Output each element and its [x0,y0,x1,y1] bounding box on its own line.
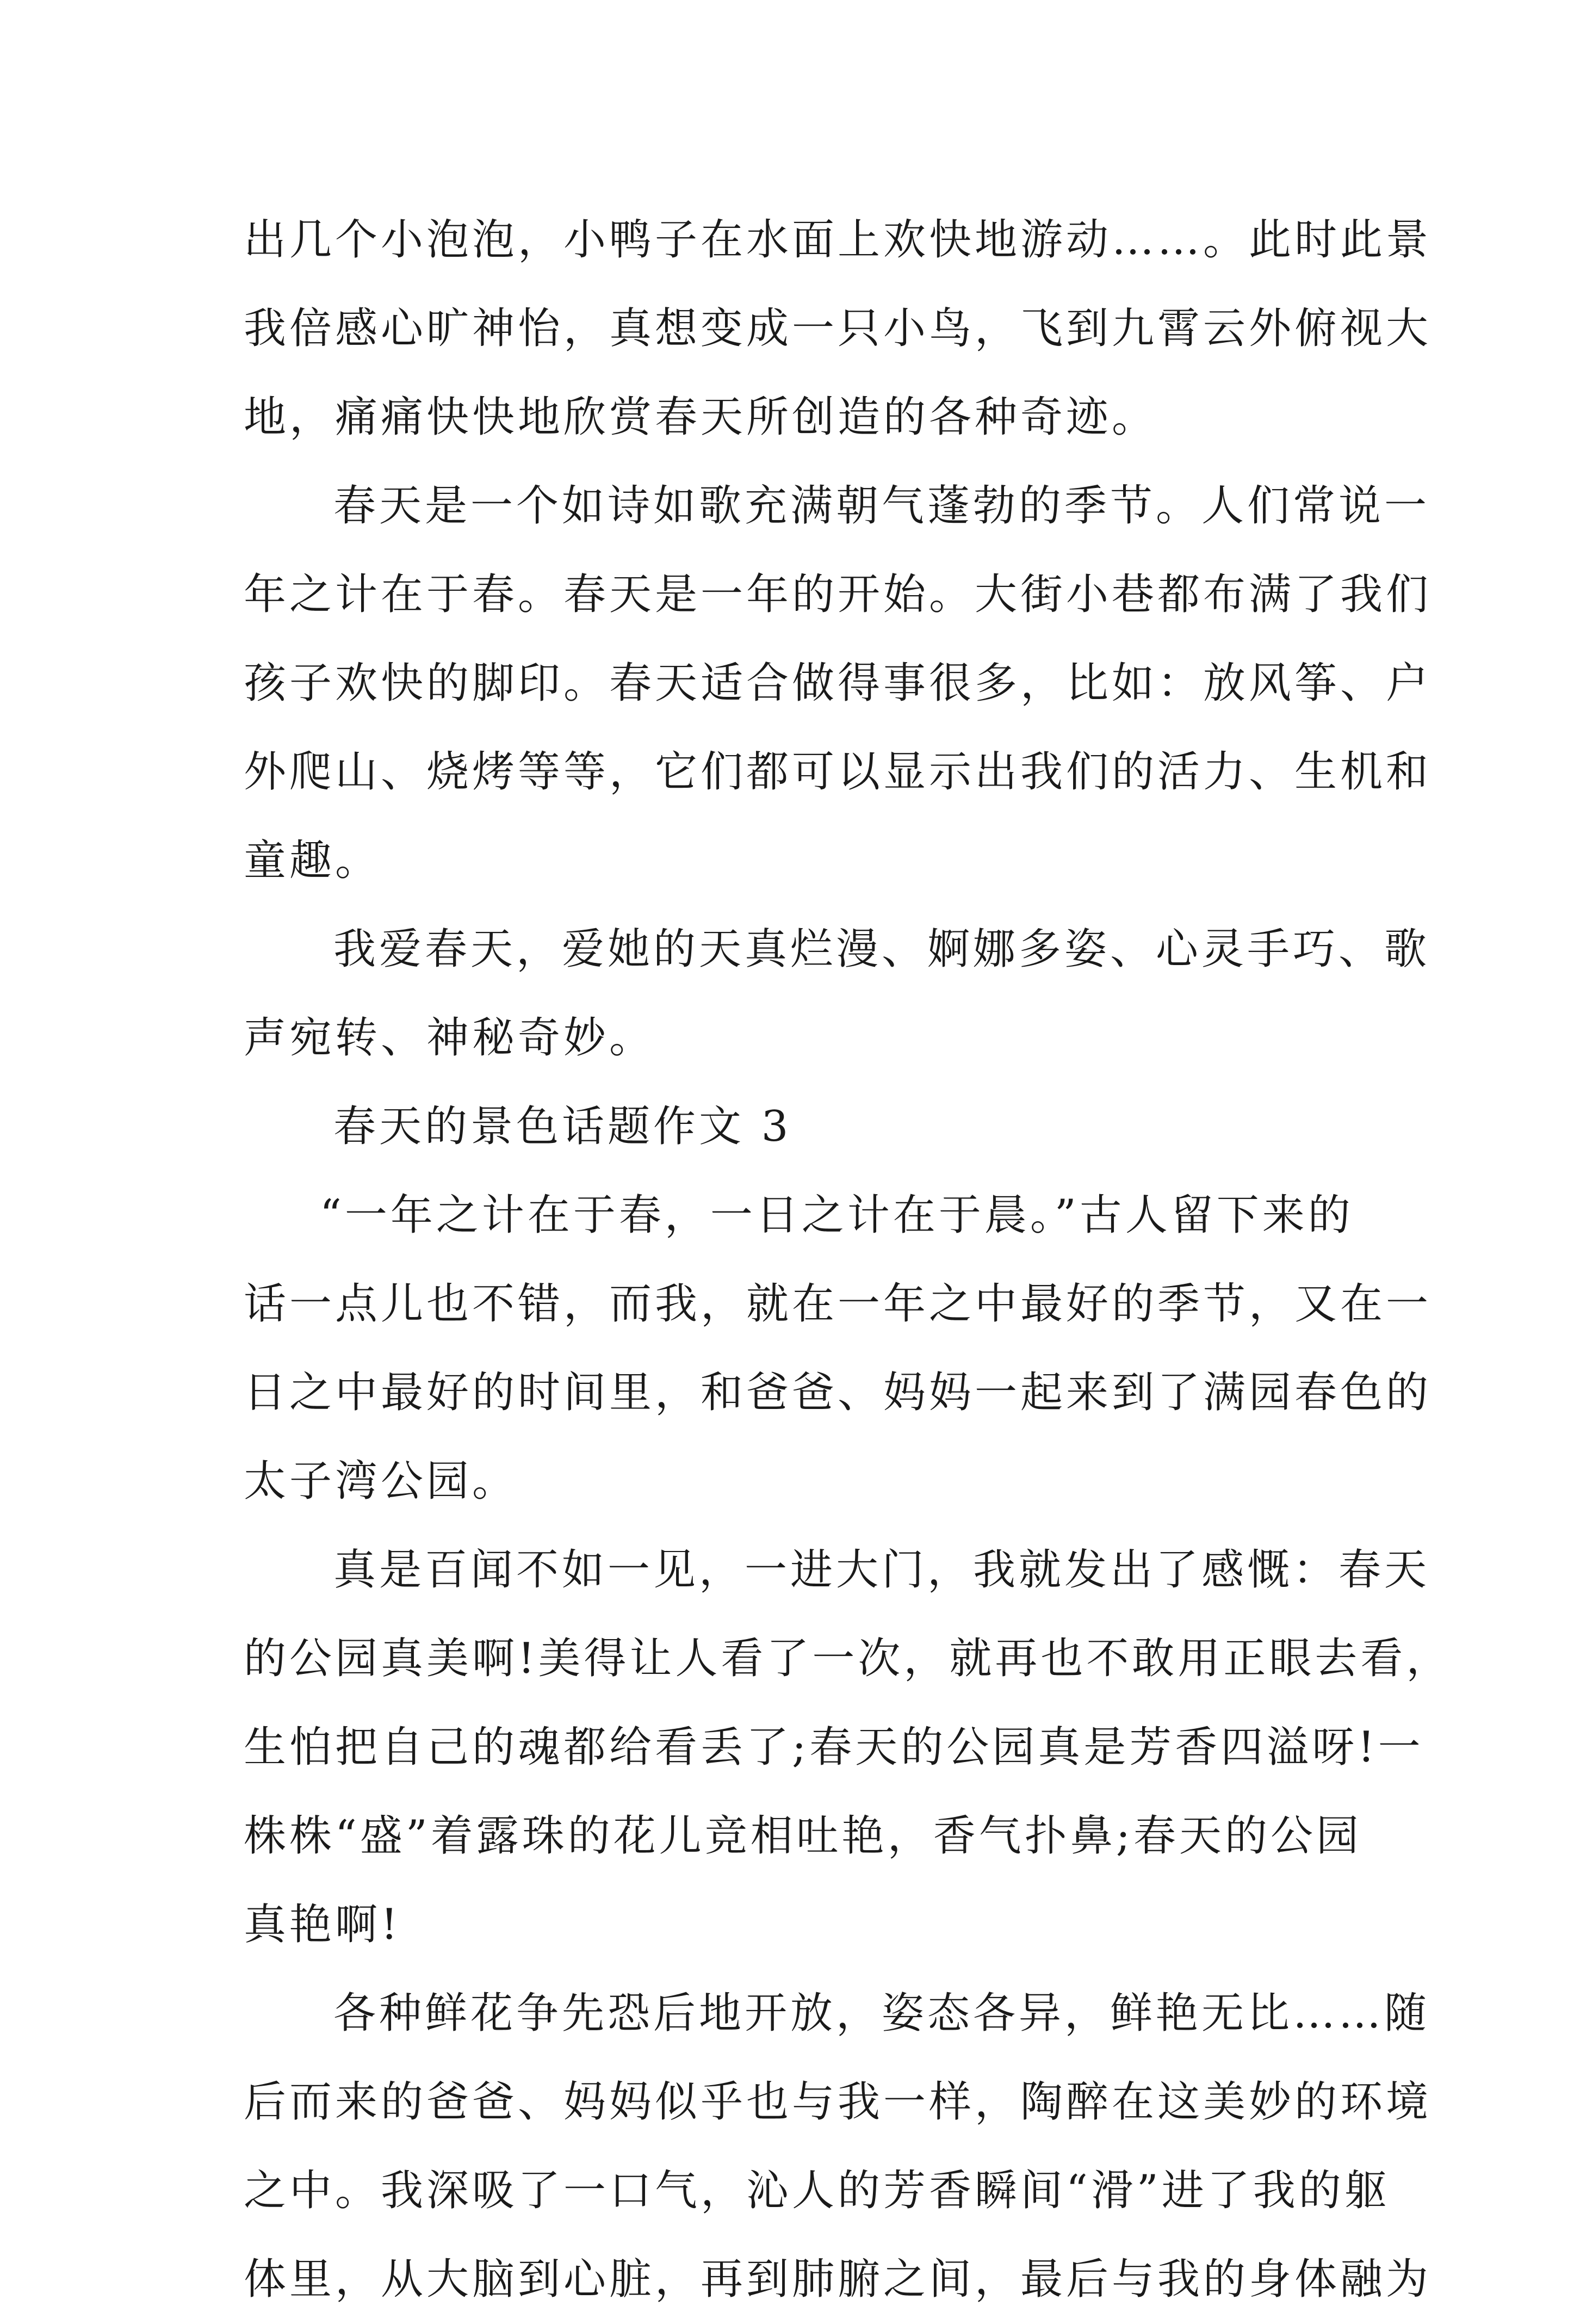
text-line: 太子湾公园。 [244,1457,518,1506]
text-line: 出几个小泡泡，小鸭子在水面上欢快地游动……。此时此景 [244,215,1432,264]
text-line: 生怕把自己的魂都给看丢了;春天的公园真是芳香四溢呀!一 [244,1723,1424,1772]
paragraph-start-line: 真是百闻不如一见，一进大门，我就发出了感慨：春天 [333,1546,1430,1594]
text-line: 外爬山、烧烤等等，它们都可以显示出我们的活力、生机和 [244,747,1432,796]
paragraph-start-line: 各种鲜花争先恐后地开放，姿态各异，鲜艳无比……随 [333,1989,1430,2038]
text-line: 日之中最好的时间里，和爸爸、妈妈一起来到了满园春色的 [244,1368,1432,1417]
section-title: 春天的景色话题作文 3 [333,1102,792,1151]
text-line: 话一点儿也不错，而我，就在一年之中最好的季节，又在一 [244,1280,1432,1328]
text-line: 我倍感心旷神怡，真想变成一只小鸟，飞到九霄云外俯视大 [244,304,1432,353]
text-line: 株株“盛”着露珠的花儿竞相吐艳，香气扑鼻;春天的公园 [244,1812,1362,1861]
paragraph-start-line: 我爱春天，爱她的天真烂漫、婀娜多姿、心灵手巧、歌 [333,925,1430,974]
text-line: 声宛转、神秘奇妙。 [244,1013,655,1062]
paragraph-start-line: “一年之计在于春，一日之计在于晨。”古人留下来的 [320,1191,1354,1240]
text-line: 地，痛痛快快地欣赏春天所创造的各种奇迹。 [244,393,1158,442]
text-line: 真艳啊! [244,1900,401,1949]
document-body [244,196,1452,2324]
text-line: 孩子欢快的脚印。春天适合做得事很多，比如：放风筝、户 [244,659,1432,708]
text-line: 的公园真美啊!美得让人看了一次，就再也不敢用正眼去看， [244,1634,1452,1683]
text-line: 童趣。 [244,836,381,885]
text-line: 年之计在于春。春天是一年的开始。大街小巷都布满了我们 [244,570,1432,619]
text-line: 体里，从大脑到心脏，再到肺腑之间，最后与我的身体融为 [244,2255,1432,2304]
text-line: 后而来的爸爸、妈妈似乎也与我一样，陶醉在这美妙的环境 [244,2078,1432,2127]
paragraph-start-line: 春天是一个如诗如歌充满朝气蓬勃的季节。人们常说一 [333,481,1430,530]
text-line: 之中。我深吸了一口气，沁人的芳香瞬间“滑”进了我的躯 [244,2166,1390,2215]
